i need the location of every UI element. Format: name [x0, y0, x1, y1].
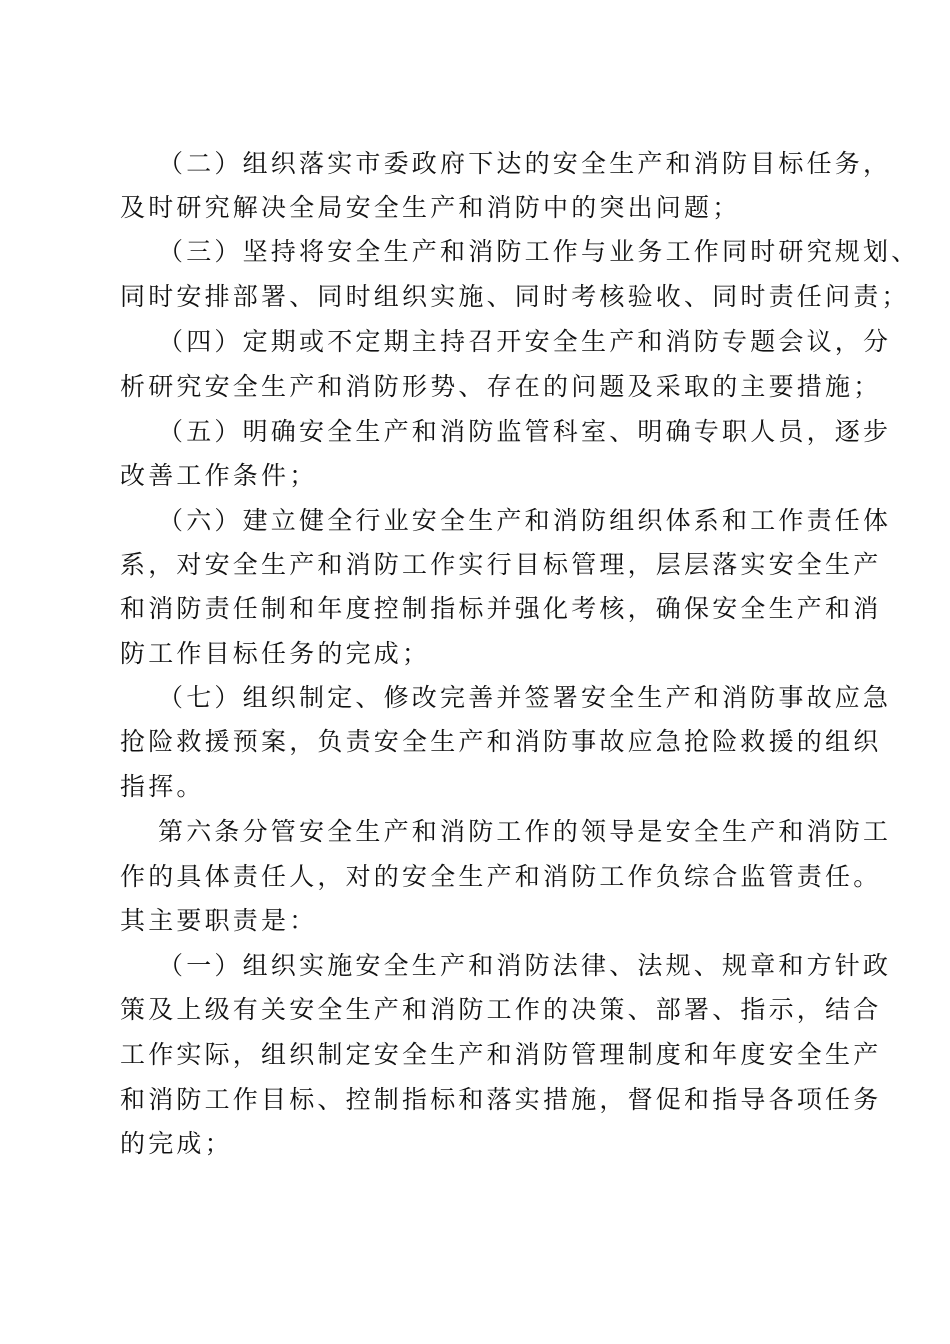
paragraph-line: 系，对安全生产和消防工作实行目标管理，层层落实安全生产	[120, 550, 882, 579]
paragraph-line: 同时安排部署、同时组织实施、同时考核验收、同时责任问责；	[120, 282, 910, 311]
paragraph-line: 改善工作条件；	[120, 461, 318, 490]
paragraph-line: （六）建立健全行业安全生产和消防组织体系和工作责任体	[158, 506, 892, 535]
paragraph-line: 防工作目标任务的完成；	[120, 639, 431, 668]
paragraph-line: 和消防责任制和年度控制指标并强化考核，确保安全生产和消	[120, 594, 882, 623]
paragraph-line: （四）定期或不定期主持召开安全生产和消防专题会议，分	[158, 327, 892, 356]
paragraph-line: 指挥。	[120, 772, 205, 801]
paragraph-line: 抢险救援预案，负责安全生产和消防事故应急抢险救援的组织	[120, 727, 882, 756]
paragraph-line: （七）组织制定、修改完善并签署安全生产和消防事故应急	[158, 683, 892, 712]
paragraph-line: 工作实际，组织制定安全生产和消防管理制度和年度安全生产	[120, 1040, 882, 1069]
paragraph-line: （二）组织落实市委政府下达的安全生产和消防目标任务，	[158, 149, 892, 178]
paragraph-line: 其主要职责是：	[120, 906, 318, 935]
paragraph-line: 作的具体责任人，对的安全生产和消防工作负综合监管责任。	[120, 862, 882, 891]
paragraph-line: 析研究安全生产和消防形势、存在的问题及采取的主要措施；	[120, 372, 882, 401]
paragraph-line: 第六条分管安全生产和消防工作的领导是安全生产和消防工	[158, 817, 892, 846]
paragraph-line: 策及上级有关安全生产和消防工作的决策、部署、指示，结合	[120, 995, 882, 1024]
paragraph-line: 的完成；	[120, 1129, 233, 1158]
paragraph-line: （五）明确安全生产和消防监管科室、明确专职人员，逐步	[158, 417, 892, 446]
paragraph-line: （三）坚持将安全生产和消防工作与业务工作同时研究规划、	[158, 237, 920, 266]
paragraph-line: 及时研究解决全局安全生产和消防中的突出问题；	[120, 193, 741, 222]
paragraph-line: 和消防工作目标、控制指标和落实措施，督促和指导各项任务	[120, 1085, 882, 1114]
paragraph-line: （一）组织实施安全生产和消防法律、法规、规章和方针政	[158, 951, 892, 980]
